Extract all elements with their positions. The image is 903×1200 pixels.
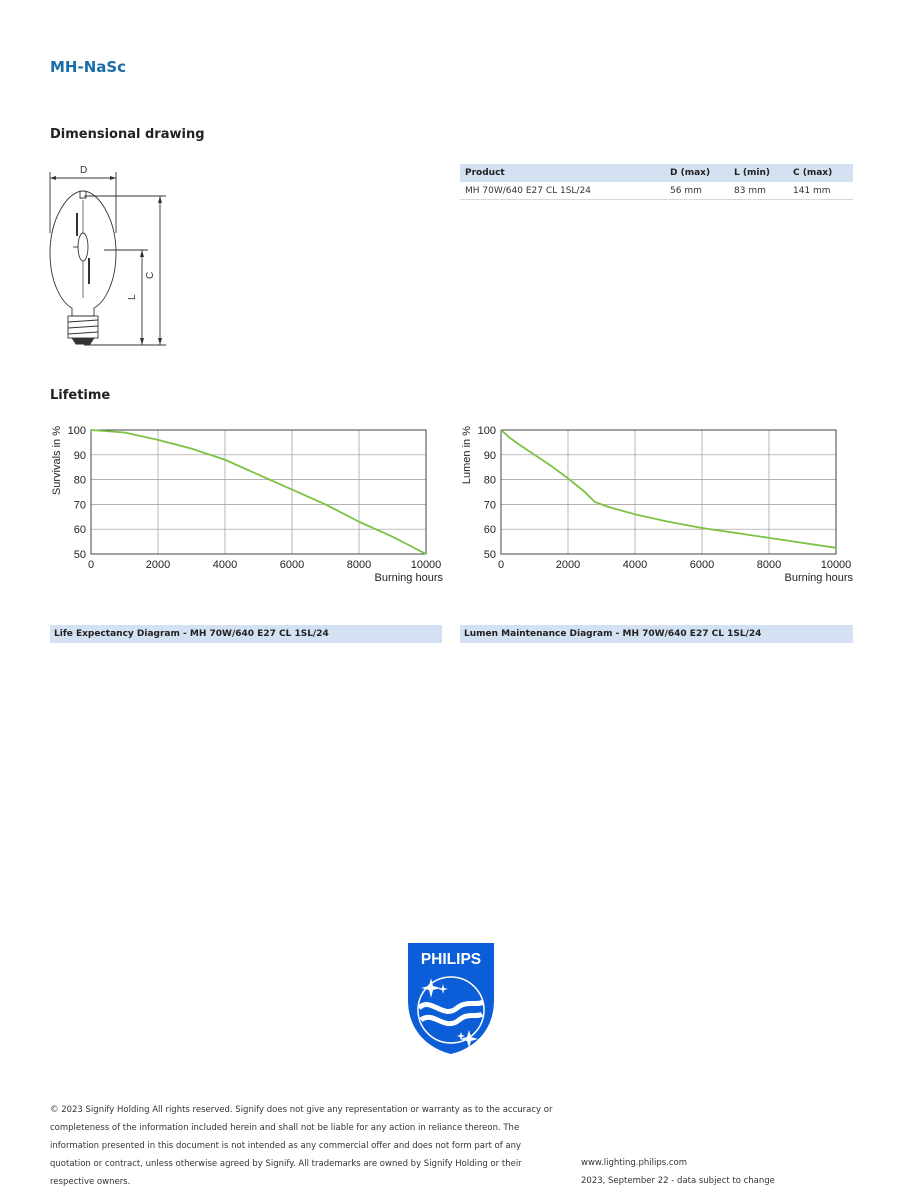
date-note: 2023, September 22 - data subject to change [581,1176,775,1186]
legal-line: respective owners. [50,1177,131,1187]
d-label: D [80,165,88,176]
l-label: L [127,294,138,300]
x-tick-label: 10000 [410,559,442,571]
y-tick-label: 90 [483,449,496,462]
series-line [91,430,426,554]
x-axis-label: Burning hours [784,572,853,584]
y-tick-label: 50 [73,549,86,561]
x-tick-label: 2000 [555,559,581,571]
lumen-maintenance-chart [458,420,858,590]
legal-disclaimer [50,1101,560,1191]
plot-frame [501,430,836,554]
x-tick-label: 0 [87,559,95,571]
y-axis-label: Lumen in % [461,426,473,485]
x-tick-label: 4000 [212,559,238,571]
website-link[interactable]: www.lighting.philips.com [581,1158,688,1168]
y-tick-label: 60 [73,524,86,537]
y-tick-label: 80 [483,474,496,487]
legal-line: quotation or contract, unless otherwise agreed by Signify. All trademarks are owned by Signify Holding or their [50,1159,522,1169]
col-header-product: Product [460,164,665,182]
c-label: C [145,271,156,279]
section-heading-lifetime: Lifetime [50,388,111,403]
y-tick-label: 80 [73,474,86,487]
x-tick-label: 0 [497,559,505,571]
philips-shield-logo [405,940,497,1056]
x-tick-label: 8000 [756,559,782,571]
cell-d-max: 56 mm [665,182,729,200]
y-tick-label: 60 [483,524,496,537]
life-expectancy-caption: Life Expectancy Diagram - MH 70W/640 E27 CL 1SL/24 [50,625,442,643]
y-tick-label: 70 [483,499,496,512]
y-tick-label: 100 [477,425,496,437]
series-line [501,430,836,548]
x-tick-label: 10000 [820,559,852,571]
x-tick-label: 6000 [279,559,305,571]
legal-line: © 2023 Signify Holding All rights reserved. Signify does not give any representation or warranty as to the accuracy or [50,1105,553,1115]
cell-l-min: 83 mm [729,182,788,200]
col-header-l-min: L (min) [729,164,788,182]
philips-wordmark: PHILIPS [420,951,482,968]
y-tick-label: 50 [483,549,496,561]
section-heading-drawing: Dimensional drawing [50,127,205,142]
x-tick-label: 2000 [145,559,171,571]
lumen-maintenance-caption: Lumen Maintenance Diagram - MH 70W/640 E27 CL 1SL/24 [460,625,853,643]
plot-frame [91,430,426,554]
life-expectancy-chart [48,420,448,590]
x-axis-label: Burning hours [374,572,443,584]
table-row [460,182,853,200]
col-header-c-max: C (max) [788,164,853,182]
cell-c-max: 141 mm [788,182,853,200]
table-header-row [460,164,853,182]
col-header-d-max: D (max) [665,164,729,182]
lamp-drawing [44,158,169,350]
dimensions-table [460,164,853,200]
y-tick-label: 100 [67,425,86,437]
x-tick-label: 8000 [346,559,372,571]
x-tick-label: 6000 [689,559,715,571]
page-title: MH-NaSc [50,58,127,76]
legal-line: completeness of the information included herein and shall not be liable for any action in reliance thereon. The [50,1123,520,1133]
x-tick-label: 4000 [622,559,648,571]
y-axis-label: Survivals in % [51,426,63,496]
y-tick-label: 70 [73,499,86,512]
y-tick-label: 90 [73,449,86,462]
legal-line: information presented in this document is not intended as any commercial offer and does not form part of any [50,1141,522,1151]
cell-product: MH 70W/640 E27 CL 1SL/24 [460,182,665,200]
